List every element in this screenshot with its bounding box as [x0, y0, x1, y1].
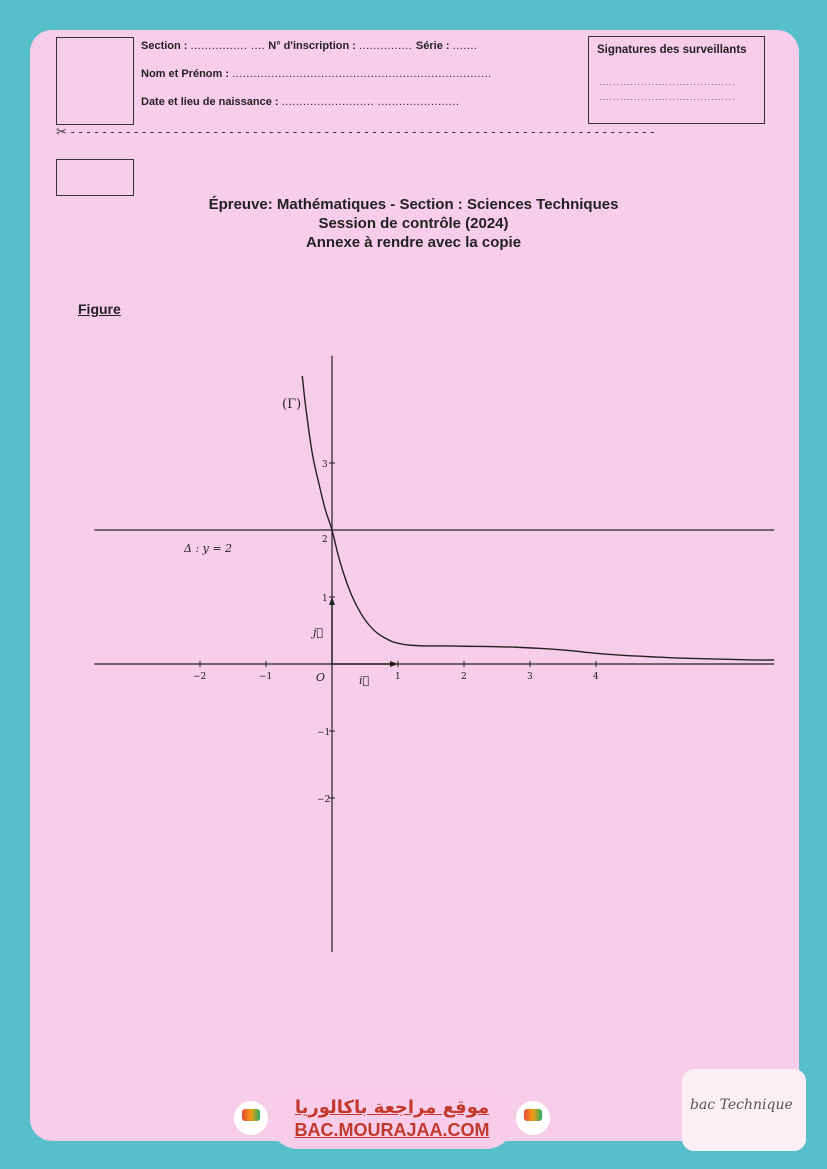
- x-tick-label: 2: [461, 672, 467, 682]
- footer-url[interactable]: BAC.MOURAJAA.COM: [294, 1120, 490, 1140]
- badge-text: bac Technique: [690, 1097, 793, 1113]
- inscription-field[interactable]: ...............: [359, 40, 416, 52]
- y-tick-label: 3: [322, 460, 328, 470]
- left-logo-icon: [234, 1101, 268, 1135]
- y-tick-label: −1: [317, 728, 331, 738]
- name-label: Nom et Prénom :: [141, 68, 233, 80]
- bac-technique-badge: [682, 1069, 806, 1151]
- x-tick-label: −1: [259, 672, 273, 682]
- cut-line: ✂ - - - - - - - - - - - - - - - - - - - - - - - - - - - - - - - - - - - - - - - - - - - - - - - - - - - - - - - - - - - - - - - - - - - - - - - - - -: [56, 124, 655, 139]
- serie-field[interactable]: .......: [452, 40, 478, 52]
- right-logo-icon: [516, 1101, 550, 1135]
- y-tick-label: 1: [322, 594, 328, 604]
- origin-label: O: [316, 671, 326, 684]
- session-title: Session de contrôle (2024): [318, 215, 509, 232]
- figure-label: Figure: [78, 301, 121, 317]
- exam-title: Épreuve: Mathématiques - Section : Sciences Techniques: [208, 196, 619, 213]
- section-field[interactable]: ................ ....: [190, 40, 266, 52]
- inscription-label: N° d'inscription :: [265, 40, 359, 52]
- asymptote-label: Δ : y = 2: [184, 542, 233, 555]
- x-tick-label: 4: [593, 672, 599, 682]
- x-tick-label: −2: [193, 672, 207, 682]
- annex-title: Annexe à rendre avec la copie: [305, 234, 522, 251]
- footer-banner[interactable]: [270, 1087, 514, 1149]
- birth-label: Date et lieu de naissance :: [141, 96, 282, 108]
- vector-i-arrow: [390, 661, 398, 667]
- vector-j-label: j⃗: [313, 626, 324, 639]
- y-tick-label: −2: [317, 795, 331, 805]
- section-label: Section :: [141, 40, 191, 52]
- x-tick-label: 1: [395, 672, 401, 682]
- signature-line-2: .......................................: [599, 92, 736, 102]
- signature-line-1: .......................................: [599, 77, 736, 87]
- birth-field[interactable]: .......................... .......................: [281, 96, 460, 108]
- name-field[interactable]: .........................................................................: [232, 68, 492, 80]
- vector-i-label: i⃗: [359, 674, 370, 687]
- serie-label: Série :: [415, 40, 453, 52]
- signatures-title: Signatures des surveillants: [597, 44, 747, 56]
- vector-j-arrow: [329, 597, 335, 605]
- curve-gamma: [302, 376, 774, 660]
- curve-label: (Γ): [282, 397, 302, 412]
- y-tick-label: 2: [322, 535, 328, 545]
- x-tick-label: 3: [527, 672, 533, 682]
- footer-arabic: موقع مراجعة باكالوريا: [294, 1097, 490, 1118]
